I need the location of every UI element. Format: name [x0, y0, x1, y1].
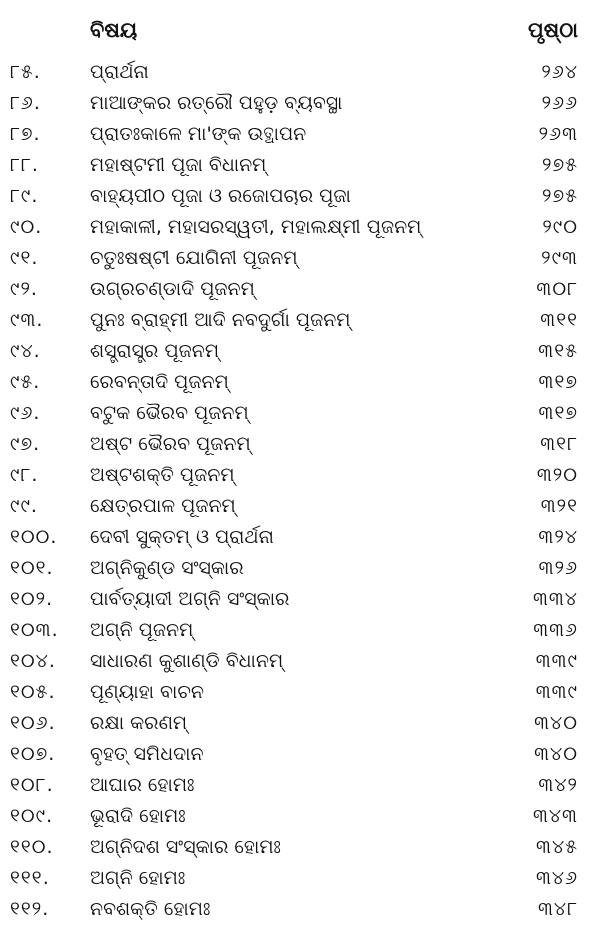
toc-entry	[0, 709, 600, 740]
entry-number: ୧୦୨.	[10, 588, 54, 610]
toc-entry	[0, 833, 600, 864]
entry-number: ୮୫.	[10, 61, 41, 83]
entry-page-number: ୩୧୮	[540, 433, 578, 455]
toc-entry	[0, 492, 600, 523]
entry-page-number: ୩୧୭	[538, 371, 578, 393]
toc-entry	[0, 306, 600, 337]
toc-entry	[0, 647, 600, 678]
entry-page-number: ୩୪୨	[538, 774, 578, 796]
entry-title: ରକ୍ଷା କରଣମ୍	[90, 712, 188, 734]
entry-number: ୧୦୮.	[10, 774, 54, 796]
entry-page-number: ୩୩୪	[532, 588, 578, 610]
entry-page-number: ୨୬୬	[541, 92, 578, 114]
toc-entry	[0, 151, 600, 182]
entry-number: ୯୮.	[10, 464, 39, 486]
toc-entry	[0, 120, 600, 151]
toc-entry	[0, 399, 600, 430]
entry-page-number: ୨୬୪	[541, 61, 578, 83]
page-column-heading: ପୃଷ୍ଠା	[527, 18, 578, 42]
entry-number: ୯୦.	[10, 216, 43, 238]
entry-number: ୯୧.	[10, 247, 39, 269]
entry-title: ପାର୍ବତ୍ୟାଦୀ ଅଗ୍ନି ସଂସ୍କାର	[90, 588, 290, 610]
toc-entry	[0, 213, 600, 244]
entry-page-number: ୩୪୦	[534, 743, 578, 765]
toc-entry	[0, 337, 600, 368]
entry-page-number: ୩୩୬	[533, 619, 578, 641]
entry-page-number: ୩୧୭	[538, 402, 578, 424]
entry-title: କ୍ଷେତ୍ରପାଳ ପୂଜନମ୍	[90, 495, 236, 517]
entry-number: ୧୦୪.	[10, 650, 56, 672]
entry-title: ମାଆଙ୍କର ରତ୍ରୌ ପହୁଡ଼ ବ୍ୟବସ୍ଥା	[90, 92, 343, 114]
entry-title: ଅଷ୍ଟ ଭୈରବ ପୂଜନମ୍	[90, 433, 251, 455]
entry-page-number: ୩୪୫	[536, 836, 578, 858]
entry-number: ୮୭.	[10, 123, 41, 145]
toc-entry	[0, 554, 600, 585]
entry-page-number: ୨୬୩	[538, 123, 578, 145]
entry-page-number: ୩୪୦	[534, 712, 578, 734]
entry-page-number: ୨୭୫	[542, 185, 578, 207]
entry-number: ୮୮.	[10, 154, 39, 176]
toc-entry	[0, 523, 600, 554]
entry-number: ୧୦୭.	[10, 743, 56, 765]
entry-title: ଅଗ୍ନିଦଶ ସଂସ୍କାର ହୋମଃ	[90, 836, 281, 858]
entry-number: ୮୯.	[10, 185, 39, 207]
entry-title: ନବଶକ୍ତି ହୋମଃ	[90, 898, 211, 920]
entry-number: ୧୦୬.	[10, 712, 56, 734]
entry-title: ବାହ୍ୟପୀଠ ପୂଜା ଓ ରଜୋପଚାର ପୂଜା	[90, 185, 351, 207]
entry-number: ୧୧୦.	[10, 836, 54, 858]
toc-entry	[0, 678, 600, 709]
entry-page-number: ୨୯୩	[541, 247, 578, 269]
entry-number: ୧୦୯.	[10, 805, 54, 827]
entry-number: ୧୧୧.	[10, 867, 50, 889]
entry-page-number: ୩୪୩	[532, 805, 578, 827]
entry-title: ମହାଷ୍ଟମୀ ପୂଜା ବିଧାନମ୍	[90, 154, 267, 176]
entry-title: ପ୍ରାର୍ଥନା	[90, 61, 149, 83]
entry-page-number: ୩୩୯	[535, 650, 578, 672]
entry-number: ୮୬.	[10, 92, 41, 114]
toc-entry	[0, 368, 600, 399]
toc-header	[0, 18, 600, 52]
entry-title: ଚତୁଃଷଷ୍ଟୀ ଯୋଗିନୀ ପୂଜନମ୍	[90, 247, 298, 269]
entry-number: ୯୫.	[10, 371, 41, 393]
entry-number: ୧୦୦.	[10, 526, 58, 548]
entry-title: ରେବନ୍ତାଦି ପୂଜନମ୍	[90, 371, 229, 393]
entry-page-number: ୨୭୫	[542, 154, 578, 176]
entry-number: ୧୦୧.	[10, 557, 54, 579]
entry-number: ୧୦୫.	[10, 681, 56, 703]
toc-entry	[0, 461, 600, 492]
toc-entry	[0, 430, 600, 461]
entry-page-number: ୩୩୯	[535, 681, 578, 703]
entry-title: ଉଗ୍ରଚଣ୍ଡାଦି ପୂଜନମ୍	[90, 278, 255, 300]
entry-number: ୯୩.	[10, 309, 44, 331]
entry-title: ସାଧାରଣ କୁଶାଣ୍ଡି ବିଧାନମ୍	[90, 650, 284, 672]
entry-number: ୯୪.	[10, 340, 41, 362]
toc-entry	[0, 89, 600, 120]
toc-entry	[0, 802, 600, 833]
entry-title: ବୃହତ୍ ସମିଧଦାନ	[90, 743, 204, 765]
toc-entry	[0, 771, 600, 802]
toc-entry	[0, 740, 600, 771]
entry-page-number: ୩୨୬	[538, 557, 578, 579]
toc-entry	[0, 58, 600, 89]
entry-page-number: ୩୨୦	[536, 464, 578, 486]
entry-title: ଅଗ୍ନି ପୂଜନମ୍	[90, 619, 194, 641]
toc-entry	[0, 585, 600, 616]
entry-number: ୧୧୨.	[10, 898, 50, 920]
entry-title: ଆଘାର ହୋମଃ	[90, 774, 195, 796]
toc-entry	[0, 864, 600, 895]
entry-page-number: ୨୯୦	[542, 216, 578, 238]
entry-number: ୯୬.	[10, 402, 41, 424]
entry-title: ପୁନଃ ବ୍ରାହ୍ମୀ ଆଦି ନବଦୁର୍ଗା ପୂଜନମ୍	[90, 309, 351, 331]
toc-entry	[0, 616, 600, 647]
entry-number: ୧୦୩.	[10, 619, 59, 641]
entry-page-number: ୩୧୫	[538, 340, 578, 362]
toc-entry	[0, 182, 600, 213]
toc-entry	[0, 244, 600, 275]
entry-title: ପୂଣ୍ୟାହା ବାଚନ	[90, 681, 204, 703]
entry-title: ବଟୁକ ଭୈରବ ପୂଜନମ୍	[90, 402, 249, 424]
entry-title: ଦେବୀ ସୁକ୍ତମ୍ ଓ ପ୍ରାର୍ଥନା	[90, 526, 274, 548]
entry-title: ଶସ୍ତ୍ରାସ୍ତ୍ର ପୂଜନମ୍	[90, 340, 220, 362]
entry-title: ଭୂରାଦି ହୋମଃ	[90, 805, 186, 827]
entry-title: ଅଗ୍ନିକୁଣ୍ଡ ସଂସ୍କାର	[90, 557, 244, 579]
toc-entry	[0, 275, 600, 306]
entry-title: ଅଗ୍ନି ହୋମଃ	[90, 867, 186, 889]
entry-number: ୯୯.	[10, 495, 38, 517]
entry-number: ୯୨.	[10, 278, 38, 300]
toc-entry	[0, 895, 600, 926]
entry-page-number: ୩୨୧	[540, 495, 578, 517]
entry-page-number: ୩୧୧	[540, 309, 578, 331]
entry-title: ମହାକାଳୀ, ମହାସରସ୍ୱତୀ, ମହାଲକ୍ଷ୍ମୀ ପୂଜନମ୍	[90, 216, 422, 238]
entry-page-number: ୩୦୮	[536, 278, 578, 300]
entry-page-number: ୩୪୮	[537, 898, 578, 920]
entry-page-number: ୩୪୬	[535, 867, 578, 889]
toc-entries-list	[0, 58, 600, 926]
entry-number: ୯୭.	[10, 433, 41, 455]
entry-title: ପ୍ରାତଃକାଳେ ମା'ଙ୍କ ଉତ୍ଥାପନ	[90, 123, 307, 145]
subject-column-heading: ବିଷୟ	[90, 18, 138, 42]
entry-title: ଅଷ୍ଟଶକ୍ତି ପୂଜନମ୍	[90, 464, 235, 486]
entry-page-number: ୩୨୪	[538, 526, 578, 548]
